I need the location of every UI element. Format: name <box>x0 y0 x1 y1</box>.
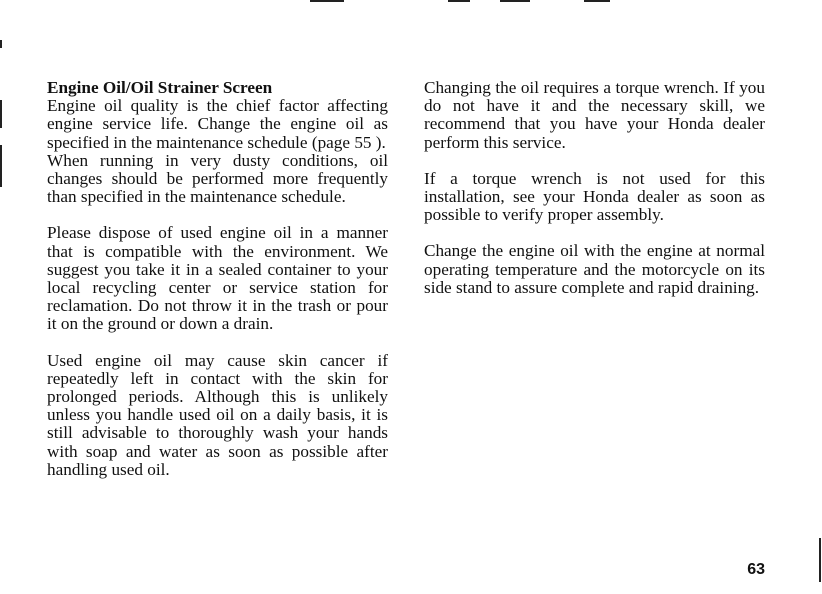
left-column <box>47 79 388 497</box>
page-number: 63 <box>747 561 765 578</box>
right-column <box>424 79 765 315</box>
paragraph-disposal: Please dispose of used engine oil in a manner that is compatible with the environment. We suggest you take it in a sealed container to your local recycling center or service station for reclamation. Do not throw it in the trash or pour it on the ground or down a drain. <box>47 223 388 334</box>
paragraph-dusty-conditions: When running in very dusty conditions, oil changes should be performed more frequently than specified in the maintenance schedule. <box>47 150 388 207</box>
left-edge-mark-2 <box>0 100 2 128</box>
right-edge-mark <box>819 538 821 582</box>
paragraph-installation: If a torque wrench is not used for this installation, see your Honda dealer as soon as possible to verify proper assembly. <box>424 168 765 225</box>
paragraph-torque-wrench: Changing the oil requires a torque wrench. If you do not have it and the necessary skill, we recommend that you have your Honda dealer perform this service. <box>424 78 765 152</box>
top-rule-4 <box>584 0 610 2</box>
top-rule-3 <box>500 0 530 2</box>
top-rule-1 <box>310 0 344 2</box>
left-edge-mark-3 <box>0 145 2 187</box>
paragraph-skin-warning: Used engine oil may cause skin cancer if repeatedly left in contact with the skin for prolonged periods. Although this is unlikely unless you handle used oil on a daily basis, it is still advisable to thoroughly wash your hands with soap and water as soon as possible after handling used oil. <box>47 350 388 479</box>
paragraph-draining: Change the engine oil with the engine at normal operating temperature and the motorcycle on its side stand to assure complete and rapid draining. <box>424 241 765 297</box>
section-heading: Engine Oil/Oil Strainer Screen <box>47 78 273 97</box>
left-edge-mark-1 <box>0 40 2 48</box>
paragraph-oil-quality: Engine oil quality is the chief factor affecting engine service life. Change the engine oil as specified in the maintenance schedule (page 55 ). <box>47 96 388 152</box>
top-rule-2 <box>448 0 470 2</box>
